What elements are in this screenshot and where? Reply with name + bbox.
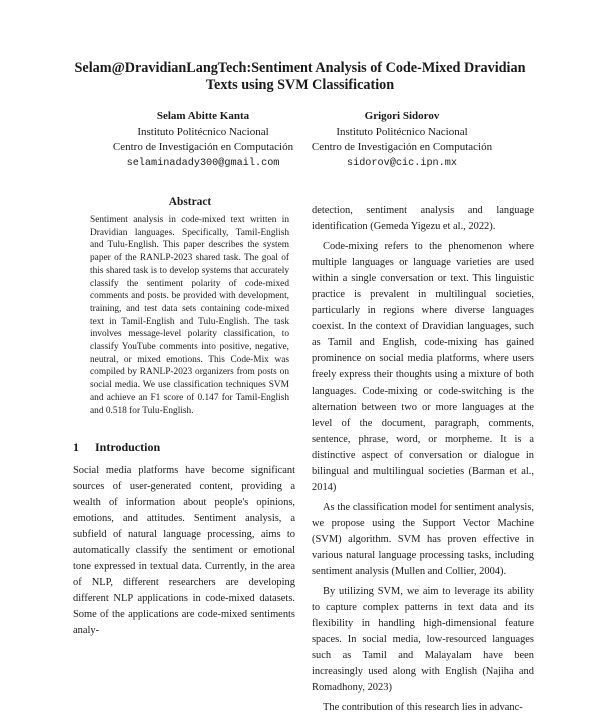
author-center: Centro de Investigación en Computación — [311, 141, 493, 153]
paragraph-code-mixing: Code-mixing refers to the phenomenon where multiple languages or language varieties are used within a single conversation or text. This linguistic practice is prevalent in multilingual societies, particularly in regions where diverse languages coexist. In the context of Dravidian languages, such as Tamil and English, code-mixing has gained prominence on social media platforms, where users freely express their thoughts using a mixture of both languages. Code-mixing or code-switching is the alternation between two or more languages at the level of the document, paragraph, comments, sentence, phrase, word, or morpheme. It is a distinctive aspect of conversation or dialogue in bilingual and multilingual societies (Barman et al., 2014) — [312, 241, 534, 493]
right-column-body — [312, 203, 534, 716]
paper-title-line-2: Texts using SVM Classification — [205, 77, 395, 93]
author-block-2 — [302, 109, 502, 171]
section-heading-introduction — [73, 440, 160, 455]
author-name: Selam Abitte Kanta — [156, 110, 250, 122]
introduction-paragraph-1: Social media platforms have become significant sources of user-generated content, providing a wealth of information about people's opinions, emotions, and attitudes. Sentiment analysis, a subfield of natural language processing, aims to automatically classify the sentiment or emotional tone expressed in textual data. Currently, in the area of NLP, different researchers are developing different NLP applications in code-mixed datasets. Some of the applications are code-mixed sentiments analy- — [73, 465, 295, 637]
paragraph-contribution: The contribution of this research lies in advanc- — [323, 702, 523, 714]
paragraph-svm-ability: By utilizing SVM, we aim to leverage its ability to capture complex patterns in text data and its flexibility in handling high-dimensional feature spaces. In social media, low-resourced languages such as Tamil and Malayalam have been increasingly used along with English (Najiha and Romadhony, 2023) — [312, 586, 534, 694]
author-center: Centro de Investigación en Computación — [112, 141, 294, 153]
abstract-text: Sentiment analysis in code-mixed text written in Dravidian languages. Specifically, Tamil-English and Tulu-English. This paper describes the system paper of the RANLP-2023 shared task. The goal of this shared task is to develop systems that accurately classify the sentiment polarity of code-mixed comments and posts. be provided with development, training, and test data sets containing code-mixed text in Tamil-English and Tulu-English. The task involves message-level polarity classification, to classify YouTube comments into positive, negative, neutral, or mixed emotions. This Code-Mix was compiled by RANLP-2023 organizers from posts on social media. We use classification techniques SVM and achieve an F1 score of 0.147 for Tamil-English and 0.518 for Tulu-English. — [90, 215, 289, 416]
paragraph-svm-model: As the classification model for sentiment analysis, we propose using the Support Vector Machine (SVM) algorithm. SVM has proven effective in various natural language processing tasks, including sentiment analysis (Mullen and Collier, 2004). — [312, 501, 534, 578]
author-email: sidorov@cic.ipn.mx — [346, 157, 458, 169]
author-name: Grigori Sidorov — [364, 110, 440, 122]
author-block-1 — [98, 109, 308, 171]
paper-title-line-1: Selam@DravidianLangTech:Sentiment Analysis of Code-Mixed Dravidian — [74, 60, 526, 76]
section-number: 1 — [73, 440, 79, 454]
introduction-body — [73, 463, 295, 640]
paper-title — [40, 60, 560, 94]
author-institution: Instituto Politécnico Nacional — [336, 125, 468, 138]
author-email: selaminadady300@gmail.com — [126, 157, 280, 169]
abstract-heading: Abstract — [168, 196, 212, 208]
author-institution: Instituto Politécnico Nacional — [137, 125, 269, 138]
paragraph-continuation: detection, sentiment analysis and language identification (Gemeda Yigezu et al., 2022). — [312, 205, 534, 233]
section-title: Introduction — [95, 440, 161, 454]
